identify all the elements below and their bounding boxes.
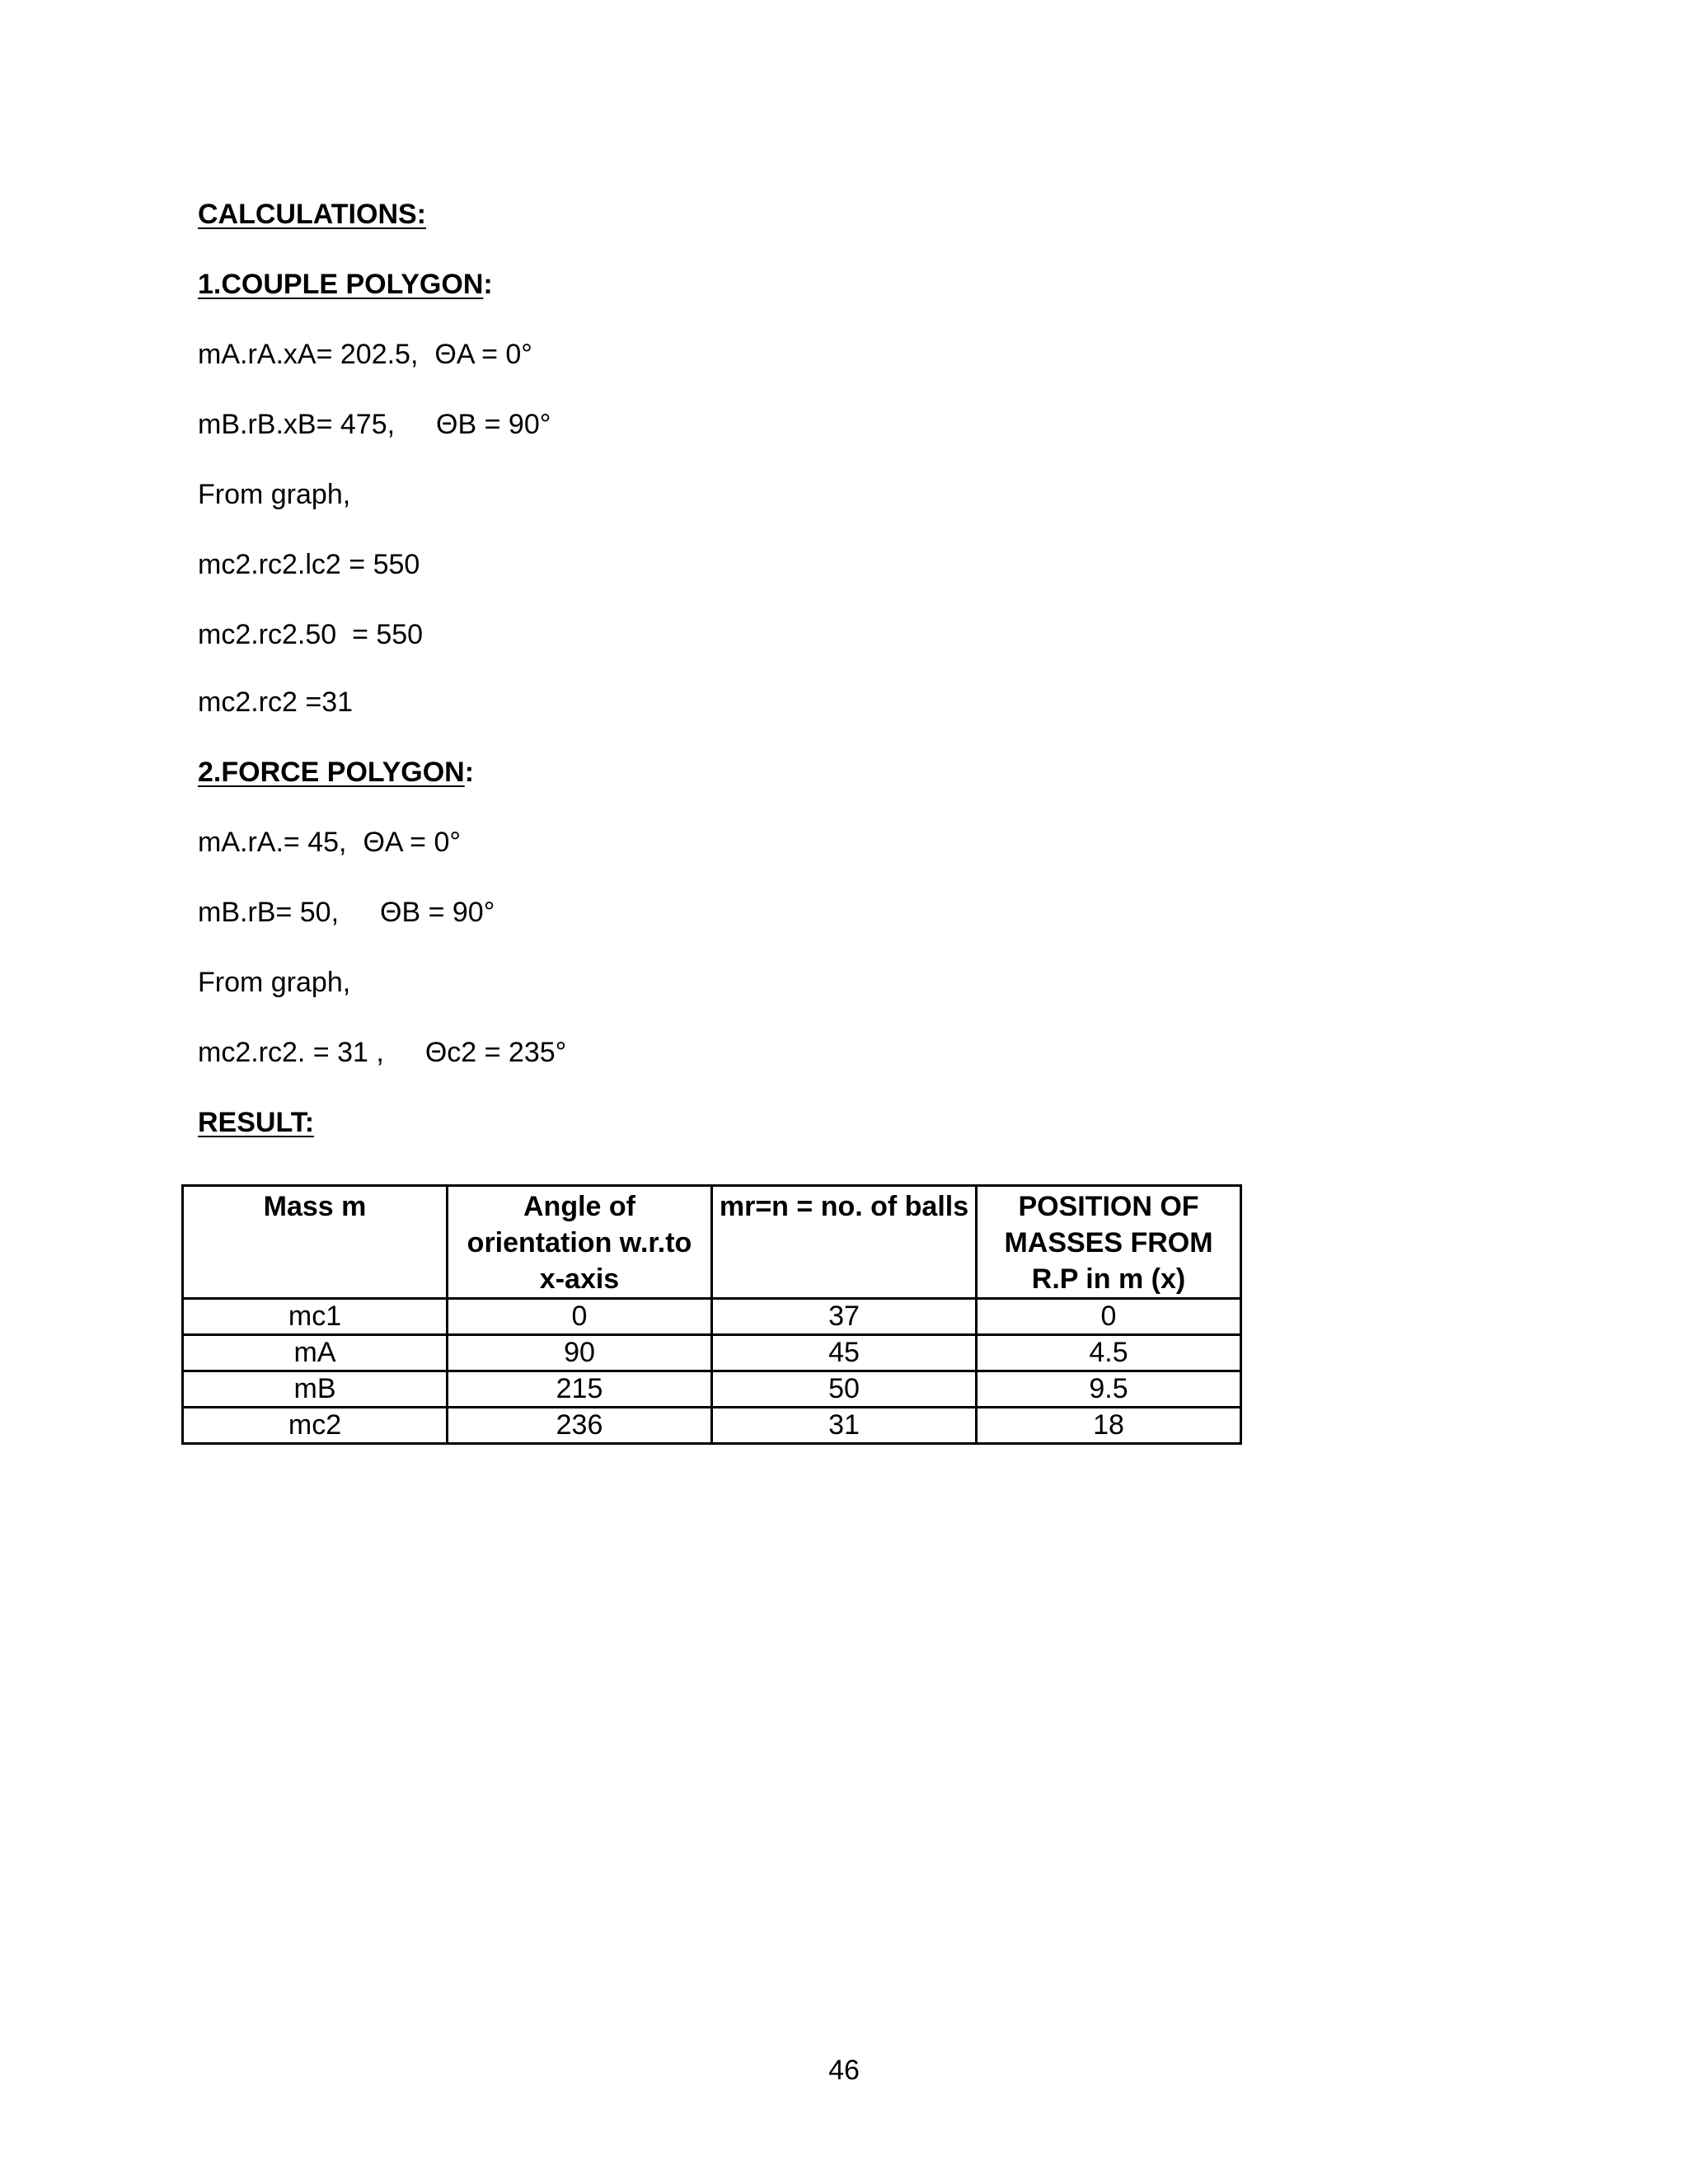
force-line-mb: mB.rB= 50, ΘB = 90° [198,897,495,928]
result-table [181,1184,1242,1445]
table-row [183,1335,1241,1371]
table-cell: mB [183,1371,448,1408]
table-cell: 45 [712,1335,977,1371]
table-cell: 0 [977,1299,1241,1335]
force-line-mc2: mc2.rc2. = 31 , Θc2 = 235° [198,1037,567,1068]
table-row [183,1299,1241,1335]
page-number: 46 [828,2055,860,2086]
couple-line-ma: mA.rA.xA= 202.5, ΘA = 0° [198,339,532,370]
couple-from-graph: From graph, [198,479,351,510]
couple-equation-1: mc2.rc2.lc2 = 550 [198,549,420,580]
table-row [183,1371,1241,1408]
table-cell: mA [183,1335,448,1371]
couple-line-mb: mB.rB.xB= 475, ΘB = 90° [198,409,551,440]
couple-equation-3: mc2.rc2 =31 [198,687,354,718]
table-cell: 31 [712,1408,977,1444]
table-cell: 18 [977,1408,1241,1444]
header-mass: Mass m [183,1186,448,1299]
table-cell: 4.5 [977,1335,1241,1371]
table-cell: mc1 [183,1299,448,1335]
force-polygon-heading: 2.FORCE POLYGON: [198,757,475,788]
force-from-graph: From graph, [198,967,351,998]
table-cell: 215 [448,1371,712,1408]
table-cell: 236 [448,1408,712,1444]
header-angle: Angle of orientation w.r.to x-axis [448,1186,712,1299]
table-cell: 9.5 [977,1371,1241,1408]
calculations-heading: CALCULATIONS: [198,199,426,230]
couple-equation-2: mc2.rc2.50 = 550 [198,619,424,650]
table-cell: 90 [448,1335,712,1371]
force-line-ma: mA.rA.= 45, ΘA = 0° [198,827,461,858]
table-cell: mc2 [183,1408,448,1444]
table-cell: 37 [712,1299,977,1335]
result-heading: RESULT: [198,1107,315,1138]
table-cell: 50 [712,1371,977,1408]
header-position: POSITION OF MASSES FROM R.P in m (x) [977,1186,1241,1299]
header-balls: mr=n = no. of balls [712,1186,977,1299]
table-row [183,1408,1241,1444]
result-table-header-row [183,1186,1241,1299]
table-cell: 0 [448,1299,712,1335]
couple-polygon-heading: 1.COUPLE POLYGON: [198,269,493,300]
